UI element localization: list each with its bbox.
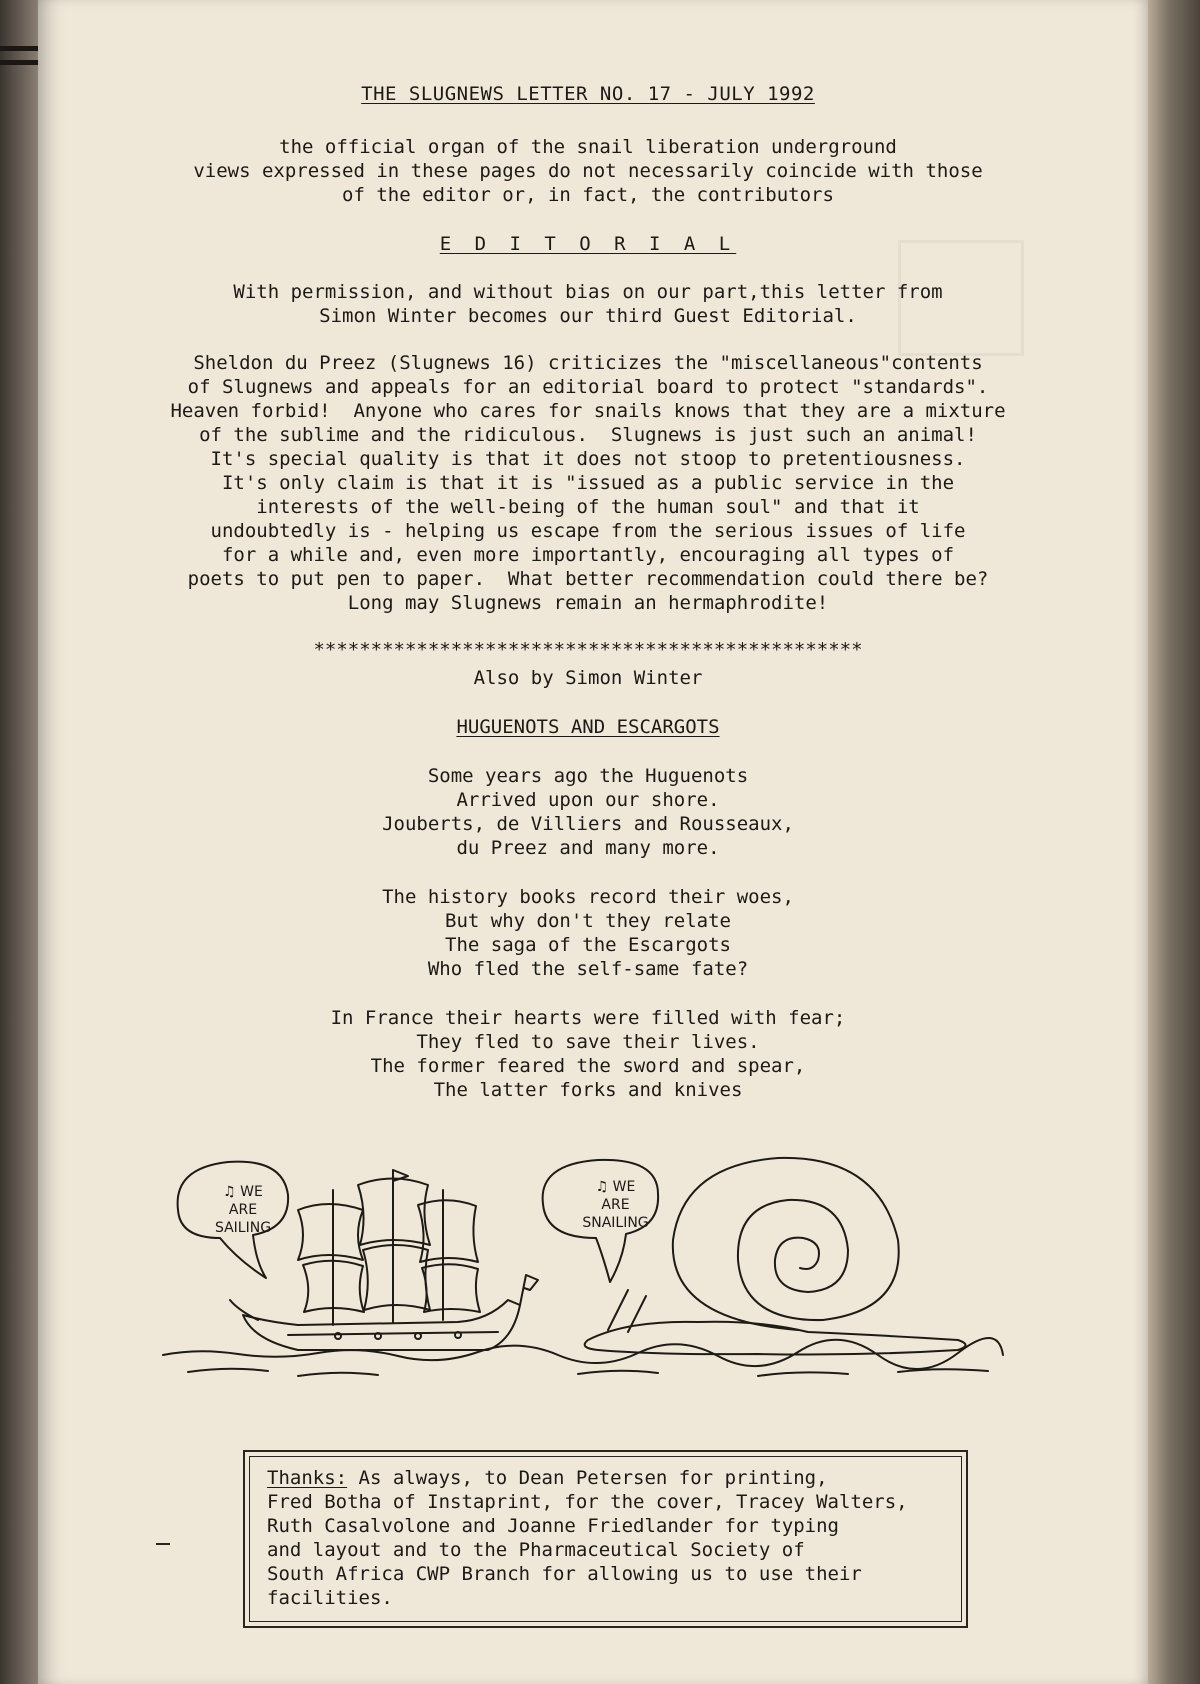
snail-speech-line: SNAILING [582, 1215, 649, 1231]
poem-line: Some years ago the Huguenots [427, 765, 749, 787]
editorial-intro-line: With permission, and without bias on our part,this letter from [233, 281, 943, 303]
tagline-line: of the editor or, in fact, the contributors [342, 184, 834, 206]
ship-hull-detail [230, 1300, 498, 1335]
tagline-line: the official organ of the snail liberation underground [279, 136, 897, 158]
porthole [335, 1333, 341, 1339]
poem-line: du Preez and many more. [456, 837, 720, 859]
binding-rule [0, 46, 38, 51]
poem-line: The former feared the sword and spear, [370, 1055, 806, 1077]
ship-speech-line: SAILING [214, 1220, 272, 1236]
poem-line: The saga of the Escargots [445, 934, 731, 956]
editorial-intro-line: Simon Winter becomes our third Guest Editorial. [319, 305, 857, 327]
ship-speech-line: ARE [228, 1202, 258, 1218]
editorial-line: Long may Slugnews remain an hermaphrodite! [347, 592, 829, 614]
editorial-line: Heaven forbid! Anyone who cares for snails knows that they are a mixture [170, 400, 1006, 422]
ship-speech-text [188, 1183, 298, 1237]
sail [298, 1204, 363, 1260]
flag [520, 1275, 538, 1305]
editorial-line: of Slugnews and appeals for an editorial board to protect "standards". [187, 376, 989, 398]
editorial-line: undoubtedly is - helping us escape from the serious issues of life [210, 520, 966, 542]
document-page [38, 0, 1148, 1684]
editorial-line: for a while and, even more importantly, encouraging all types of [221, 544, 955, 566]
page-edge [1148, 0, 1200, 1684]
editorial-line: poets to put pen to paper. What better recommendation could there be? [187, 568, 989, 590]
poem-line: Jouberts, de Villiers and Rousseaux, [382, 813, 794, 835]
snail-speech-line: ♫ WE [595, 1179, 636, 1195]
book-binding [0, 0, 38, 1684]
thanks-box [243, 1450, 968, 1628]
snail-speech-text [558, 1178, 673, 1232]
porthole [455, 1332, 461, 1338]
snail-shell [673, 1158, 899, 1330]
thanks-label: Thanks: [267, 1467, 348, 1489]
binding-rule [0, 60, 38, 65]
poem-line: They fled to save their lives. [416, 1031, 760, 1053]
poem-line: Arrived upon our shore. [456, 789, 720, 811]
editorial-line: interests of the well-being of the human soul" and that it [256, 496, 920, 518]
poem-line: But why don't they relate [445, 910, 731, 932]
poem-byline: Also by Simon Winter [473, 667, 703, 689]
poem-line: Who fled the self-same fate? [427, 958, 749, 980]
poem-title: HUGUENOTS AND ESCARGOTS [456, 716, 720, 738]
star-separator: ************************************************ [313, 639, 863, 661]
editorial-line: It's only claim is that it is "issued as a public service in the [221, 472, 955, 494]
porthole [415, 1333, 421, 1339]
editorial-line: It's special quality is that it does not stoop to pretentiousness. [210, 448, 966, 470]
snail-speech-line: ARE [601, 1197, 630, 1213]
sail [363, 1245, 430, 1310]
editorial-line: Sheldon du Preez (Slugnews 16) criticizes the "miscellaneous"contents [193, 352, 983, 374]
porthole [375, 1333, 381, 1339]
water-ripple [188, 1369, 988, 1376]
poem-line: The history books record their woes, [382, 886, 794, 908]
newsletter-title: THE SLUGNEWS LETTER NO. 17 - JULY 1992 [361, 83, 815, 105]
editorial-heading: E D I T O R I A L [439, 233, 737, 255]
poem-line: In France their hearts were filled with fear; [330, 1007, 846, 1029]
thanks-text: As always, to Dean Petersen for printing, Fred Botha of Instaprint, for the cover, Tracey Walters, Ruth Casalvolone and Joanne Friedlander for typing and layout and to the Pharmaceutical Society of South Africa CWP Branch for allowing us to use their facilities. [267, 1467, 908, 1609]
tagline-line: views expressed in these pages do not necessarily coincide with those [193, 160, 983, 182]
editorial-line: of the sublime and the ridiculous. Slugnews is just such an animal! [199, 424, 977, 446]
ship-speech-line: ♫ WE [223, 1184, 263, 1200]
margin-mark [156, 1543, 170, 1545]
poem-line: The latter forks and knives [433, 1079, 743, 1101]
sail [422, 1264, 480, 1312]
